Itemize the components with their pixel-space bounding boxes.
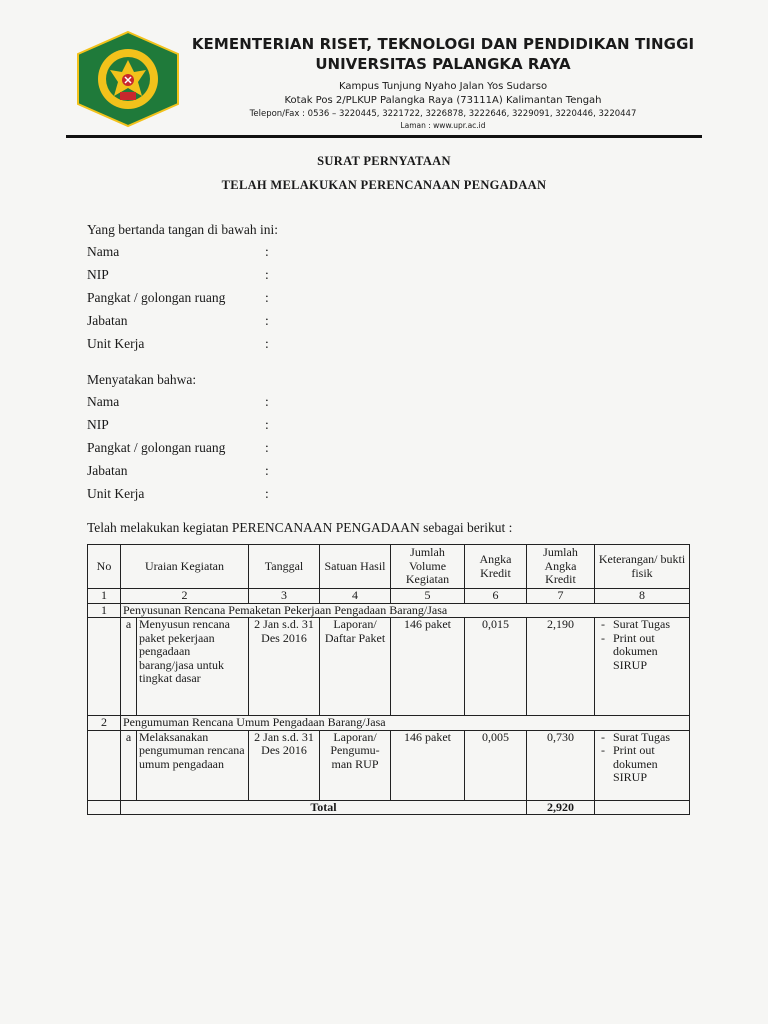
letterhead [188, 34, 698, 131]
column-number-row [88, 589, 690, 604]
row-angka: 0,015 [465, 618, 527, 716]
declares-field-unit [87, 486, 307, 506]
field-value: : [265, 486, 269, 501]
university-name: UNIVERSITAS PALANGKA RAYA [315, 55, 571, 73]
table-row [88, 618, 690, 716]
declares-field-jabatan [87, 463, 307, 483]
row-sub: a [121, 730, 137, 800]
field-label: Pangkat / golongan ruang [87, 290, 226, 305]
activity-table [87, 544, 690, 815]
col-number: 1 [88, 589, 121, 604]
col-header-jumlah: Jumlah Angka Kredit [527, 545, 595, 589]
table-header-row [88, 545, 690, 589]
col-header-satuan: Satuan Hasil [320, 545, 391, 589]
table-row-group-title [88, 603, 690, 618]
row-jumlah: 0,730 [527, 730, 595, 800]
field-label: Unit Kerja [87, 336, 145, 351]
ket-item: - Print out dokumen SIRUP [597, 632, 687, 673]
total-ket-empty [595, 800, 690, 815]
row-satuan: Laporan/ Daftar Paket [320, 618, 391, 716]
row-satuan: Laporan/ Pengumu-man RUP [320, 730, 391, 800]
row-tanggal: 2 Jan s.d. 31 Des 2016 [249, 730, 320, 800]
row-ket [595, 730, 690, 800]
letterhead-rule [66, 135, 702, 138]
table-total-row [88, 800, 690, 815]
ministry-name: KEMENTERIAN RISET, TEKNOLOGI DAN PENDIDIKAN TINGGI [191, 35, 695, 53]
field-label: Unit Kerja [87, 486, 145, 501]
campus-address: Kampus Tunjung Nyaho Jalan Yos Sudarso [338, 81, 548, 92]
total-label: Total [121, 800, 527, 815]
signer-field-unit [87, 336, 307, 356]
field-label: Pangkat / golongan ruang [87, 440, 226, 455]
row-angka: 0,005 [465, 730, 527, 800]
group-no: 2 [88, 716, 121, 731]
website: Laman : www.upr.ac.id [400, 121, 486, 130]
row-sub: a [121, 618, 137, 716]
col-header-angka: Angka Kredit [465, 545, 527, 589]
field-value: : [265, 394, 269, 409]
group-title: Pengumuman Rencana Umum Pengadaan Barang/Jasa [121, 716, 690, 731]
doc-subtitle: TELAH MELAKUKAN PERENCANAAN PENGADAAN [221, 178, 547, 192]
field-value: : [265, 267, 269, 282]
university-logo [72, 30, 184, 128]
total-empty [88, 800, 121, 815]
declares-field-nama [87, 394, 307, 414]
row-volume: 146 paket [391, 730, 465, 800]
table-row [88, 730, 690, 800]
po-box: Kotak Pos 2/PLKUP Palangka Raya (73111A) Kalimantan Tengah [284, 95, 602, 106]
row-volume: 146 paket [391, 618, 465, 716]
col-header-volume: Jumlah Volume Kegiatan [391, 545, 465, 589]
col-number: 7 [527, 589, 595, 604]
row-no-empty [88, 730, 121, 800]
field-value: : [265, 417, 269, 432]
total-value: 2,920 [527, 800, 595, 815]
field-label: Nama [87, 244, 120, 259]
col-number: 5 [391, 589, 465, 604]
row-jumlah: 2,190 [527, 618, 595, 716]
declares-intro: Menyatakan bahwa: [87, 372, 197, 387]
row-uraian: Menyusun rencana paket pekerjaan pengadaan barang/jasa untuk tingkat dasar [137, 618, 249, 716]
field-value: : [265, 313, 269, 328]
signer-field-pangkat [87, 290, 307, 310]
col-header-no: No [88, 545, 121, 589]
col-header-tanggal: Tanggal [249, 545, 320, 589]
row-no-empty [88, 618, 121, 716]
col-header-uraian: Uraian Kegiatan [121, 545, 249, 589]
col-number: 3 [249, 589, 320, 604]
col-number: 4 [320, 589, 391, 604]
col-number: 2 [121, 589, 249, 604]
row-uraian: Melaksanakan pengumuman rencana umum pengadaan [137, 730, 249, 800]
group-title: Penyusunan Rencana Pemaketan Pekerjaan Pengadaan Barang/Jasa [121, 603, 690, 618]
ket-item: - Print out dokumen SIRUP [597, 744, 687, 785]
phone-fax: Telepon/Fax : 0536 – 3220445, 3221722, 3226878, 3222646, 3229091, 3220446, 3220447 [249, 109, 637, 119]
field-value: : [265, 463, 269, 478]
field-value: : [265, 336, 269, 351]
field-label: NIP [87, 267, 109, 282]
ket-item: - Surat Tugas [597, 618, 687, 632]
signer-field-nama [87, 244, 307, 264]
field-label: Jabatan [87, 313, 128, 328]
field-label: Jabatan [87, 463, 128, 478]
signer-field-nip [87, 267, 307, 287]
row-ket [595, 618, 690, 716]
doc-title: SURAT PERNYATAAN [317, 154, 451, 168]
col-number: 8 [595, 589, 690, 604]
col-header-ket: Keterangan/ bukti fisik [595, 545, 690, 589]
field-value: : [265, 290, 269, 305]
group-no: 1 [88, 603, 121, 618]
ket-item: - Surat Tugas [597, 731, 687, 745]
signer-intro: Yang bertanda tangan di bawah ini: [87, 222, 278, 237]
declares-field-pangkat [87, 440, 307, 460]
table-row-group-title [88, 716, 690, 731]
signer-field-jabatan [87, 313, 307, 333]
field-label: NIP [87, 417, 109, 432]
field-label: Nama [87, 394, 120, 409]
field-value: : [265, 244, 269, 259]
declares-field-nip [87, 417, 307, 437]
activity-intro: Telah melakukan kegiatan PERENCANAAN PENGADAAN sebagai berikut : [87, 520, 513, 535]
row-tanggal: 2 Jan s.d. 31 Des 2016 [249, 618, 320, 716]
field-value: : [265, 440, 269, 455]
col-number: 6 [465, 589, 527, 604]
